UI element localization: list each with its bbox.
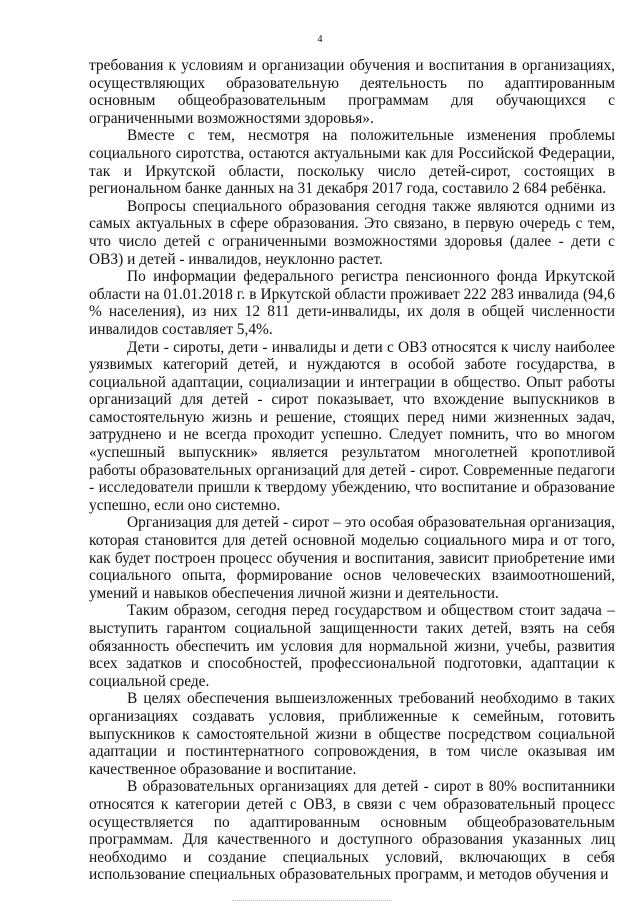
paragraph-2: Вместе с тем, несмотря на положительные изменения проблемы социального сиротства, остаются актуальными как для Российской Федерации, так и Иркутской области, поскольку число детей-сирот, состоящих в региональном банке данных на 31 декабря 2017 года, составило 2 684 ребёнка. [89,127,615,198]
paragraph-3: Вопросы специального образования сегодня также являются одними из самых актуальных в сфере образования. Это связано, в первую очередь с тем, что число детей с ограниченными возможностями здоровья (далее - дети с ОВЗ) и детей - инвалидов, неуклонно растет. [89,197,615,268]
paragraph-6: Организация для детей - сирот – это особая образовательная организация, которая становится для детей основной моделью социального мира и от того, как будет построен процесс обучения и воспитания, зависит приобретение ими социального опыта, формирование основ человеческих взаимоотношений, умений и навыков обеспечения личной жизни и деятельности. [89,514,615,602]
paragraph-1: требования к условиям и организации обучения и воспитания в организациях, осуществляющих образовательную деятельность по адаптированным основным общеобразовательным программам для обучающихся с ограниченными возможностями здоровья». [89,57,615,127]
paragraph-9: В образовательных организациях для детей - сирот в 80% воспитанники относятся к категории детей с ОВЗ, в связи с чем образовательный процесс осуществляется по адаптированным основным общеобразовательным программам. Для качественного и доступного образования указанных лиц необходимо и создание специальных условий, включающих в себя использование специальных образовательных программ, и методов обучения и [89,778,615,884]
document-body [89,57,615,884]
paragraph-7: Таким образом, сегодня перед государством и обществом стоит задача – выступить гарантом социальной защищенности таких детей, взять на себя обязанность обеспечить им условия для нормальной жизни, учебы, развития всех задатков и способностей, профессиональной подготовки, адаптации к социальной среде. [89,602,615,690]
paragraph-8: В целях обеспечения вышеизложенных требований необходимо в таких организациях создавать условия, приближенные к семейным, готовить выпускников к самостоятельной жизни в обществе посредством социальной адаптации и постинтернатного сопровождения, в том числе оказывая им качественное образование и воспитание. [89,690,615,778]
page-number: 4 [317,34,323,45]
paragraph-5: Дети - сироты, дети - инвалиды и дети с ОВЗ относятся к числу наиболее уязвимых категорий детей, и нуждаются в особой заботе государства, в социальной адаптации, социализации и интеграции в общество. Опыт работы организаций для детей - сирот показывает, что вхождение выпускников в самостоятельную жизнь и решение, стоящих перед ними жизненных задач, затруднено и не всегда проходит успешно. Следует помнить, что во многом «успешный выпускник» является результатом многолетней кропотливой работы образовательных организаций для детей - сирот. Современные педагоги - исследователи пришли к твердому убеждению, что воспитание и образование успешно, если оно системно. [89,338,615,514]
paragraph-4: По информации федерального регистра пенсионного фонда Иркутской области на 01.01.2018 г. в Иркутской области проживает 222 283 инвалида (94,6 % населения), из них 12 811 дети-инвалиды, их доля в общей численности инвалидов составляет 5,4%. [89,268,615,338]
scan-artifact-line [232,900,392,901]
